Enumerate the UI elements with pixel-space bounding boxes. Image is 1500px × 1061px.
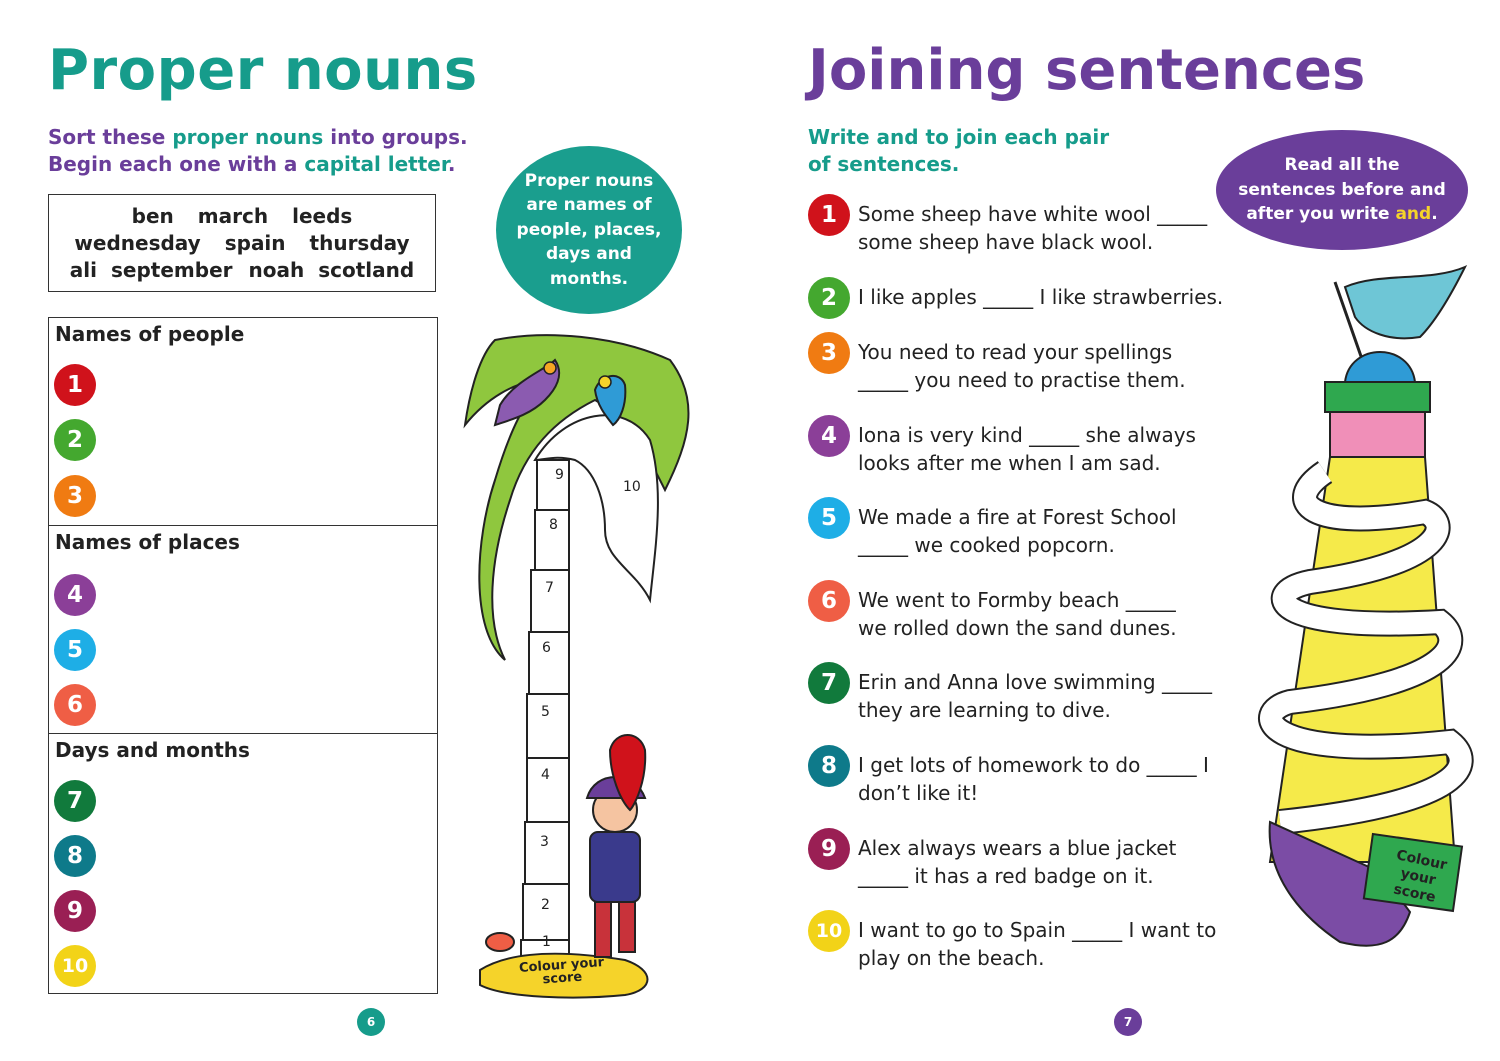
word-line (49, 257, 435, 284)
tree-number: 1 (542, 934, 551, 950)
sentence-number: 8 (808, 745, 850, 787)
tree-number: 10 (623, 479, 641, 495)
page-title-left: Proper nouns (48, 38, 478, 103)
sentence-number: 10 (808, 910, 850, 952)
answer-number[interactable]: 1 (54, 364, 96, 406)
sentence-number: 3 (808, 332, 850, 374)
answer-number[interactable]: 3 (54, 475, 96, 517)
sentence-number: 7 (808, 662, 850, 704)
answer-number[interactable]: 2 (54, 419, 96, 461)
colour-score-label: Colour your score (1392, 847, 1449, 906)
group-people (49, 318, 437, 526)
answer-table (48, 317, 438, 994)
word: wednesday (74, 231, 201, 255)
sentence-item (808, 283, 1224, 319)
group-title: Days and months (55, 738, 250, 762)
word: march (197, 204, 269, 228)
sentence-text: I like apples _____ I like strawberries. (858, 285, 1224, 309)
tree-number: 7 (545, 580, 554, 596)
sentence-text: We went to Formby beach _____ we rolled down the sand dunes. (858, 588, 1177, 640)
sentence-item (808, 586, 1177, 640)
word: ali (69, 258, 98, 282)
instruction-text: Sort these (48, 125, 173, 149)
tip-bubble-left (496, 146, 682, 314)
sentence-number: 6 (808, 580, 850, 622)
group-title: Names of places (55, 530, 240, 554)
word: scotland (318, 258, 415, 282)
tree-number: 6 (542, 640, 551, 656)
instruction-highlight: proper nouns (172, 125, 324, 149)
group-places (49, 526, 437, 734)
colour-score-label: Colour your score (518, 955, 605, 988)
instruction-left (48, 124, 468, 178)
answer-number[interactable]: 6 (54, 684, 96, 726)
word: spain (224, 231, 286, 255)
page-number-right: 7 (1114, 1008, 1142, 1036)
palm-tree-score-illustration (455, 330, 705, 1000)
page-title-right: Joining sentences (808, 38, 1366, 103)
sentence-number: 5 (808, 497, 850, 539)
page-number-left: 6 (357, 1008, 385, 1036)
answer-number[interactable]: 10 (54, 945, 96, 987)
sentence-text: I want to go to Spain _____ I want to play on the beach. (858, 918, 1217, 970)
sentence-item (808, 834, 1177, 888)
instruction-text: Begin each one with a (48, 152, 305, 176)
sentence-item (808, 338, 1186, 392)
group-title: Names of people (55, 322, 245, 346)
sentence-number: 4 (808, 415, 850, 457)
sentence-text: Some sheep have white wool _____ some sheep have black wool. (858, 202, 1208, 254)
instruction-right: Write and to join each pair of sentences. (808, 125, 1110, 176)
instruction-highlight: capital letter (304, 152, 448, 176)
sentence-text: Erin and Anna love swimming _____ they are learning to dive. (858, 670, 1212, 722)
sentence-text: I get lots of homework to do _____ I don’t like it! (858, 753, 1209, 805)
word: leeds (292, 204, 353, 228)
sentence-text: We made a fire at Forest School _____ we cooked popcorn. (858, 505, 1177, 557)
instruction-text: . (447, 152, 456, 176)
tip-bubble-right (1216, 130, 1468, 250)
word-line (49, 230, 435, 257)
word: noah (248, 258, 305, 282)
sentence-item (808, 503, 1177, 557)
sentence-text: Alex always wears a blue jacket _____ it has a red badge on it. (858, 836, 1177, 888)
word-bank (48, 194, 436, 292)
tree-number: 2 (541, 897, 550, 913)
answer-number[interactable]: 7 (54, 780, 96, 822)
answer-number[interactable]: 4 (54, 574, 96, 616)
sentence-text: Iona is very kind _____ she always looks after me when I am sad. (858, 423, 1196, 475)
tree-number: 4 (541, 767, 550, 783)
sentence-item (808, 200, 1208, 254)
word-line (49, 203, 435, 230)
sentence-item (808, 916, 1217, 970)
tree-number: 8 (549, 517, 558, 533)
tip-highlight: and (1395, 204, 1432, 225)
answer-number[interactable]: 8 (54, 835, 96, 877)
sentence-number: 9 (808, 828, 850, 870)
tree-number: 5 (541, 704, 550, 720)
sentence-item (808, 421, 1196, 475)
word: thursday (309, 231, 410, 255)
instruction-text: into groups. (323, 125, 468, 149)
tree-number: 9 (555, 467, 564, 483)
word: september (111, 258, 233, 282)
tip-text: Proper nouns are names of people, places, days and months. (516, 170, 662, 289)
tip-text-part: Read all the sentences before and after you write (1238, 155, 1446, 225)
sentence-number: 2 (808, 277, 850, 319)
sentence-item (808, 668, 1212, 722)
answer-number[interactable]: 9 (54, 890, 96, 932)
tip-text (1237, 153, 1447, 227)
sentence-number: 1 (808, 194, 850, 236)
sentence-text: You need to read your spellings _____ you need to practise them. (858, 340, 1186, 392)
tree-number: 3 (540, 834, 549, 850)
group-days-months (49, 734, 437, 992)
sentence-item (808, 751, 1209, 805)
tip-text-part: . (1431, 204, 1438, 225)
word: ben (131, 204, 174, 228)
answer-number[interactable]: 5 (54, 629, 96, 671)
